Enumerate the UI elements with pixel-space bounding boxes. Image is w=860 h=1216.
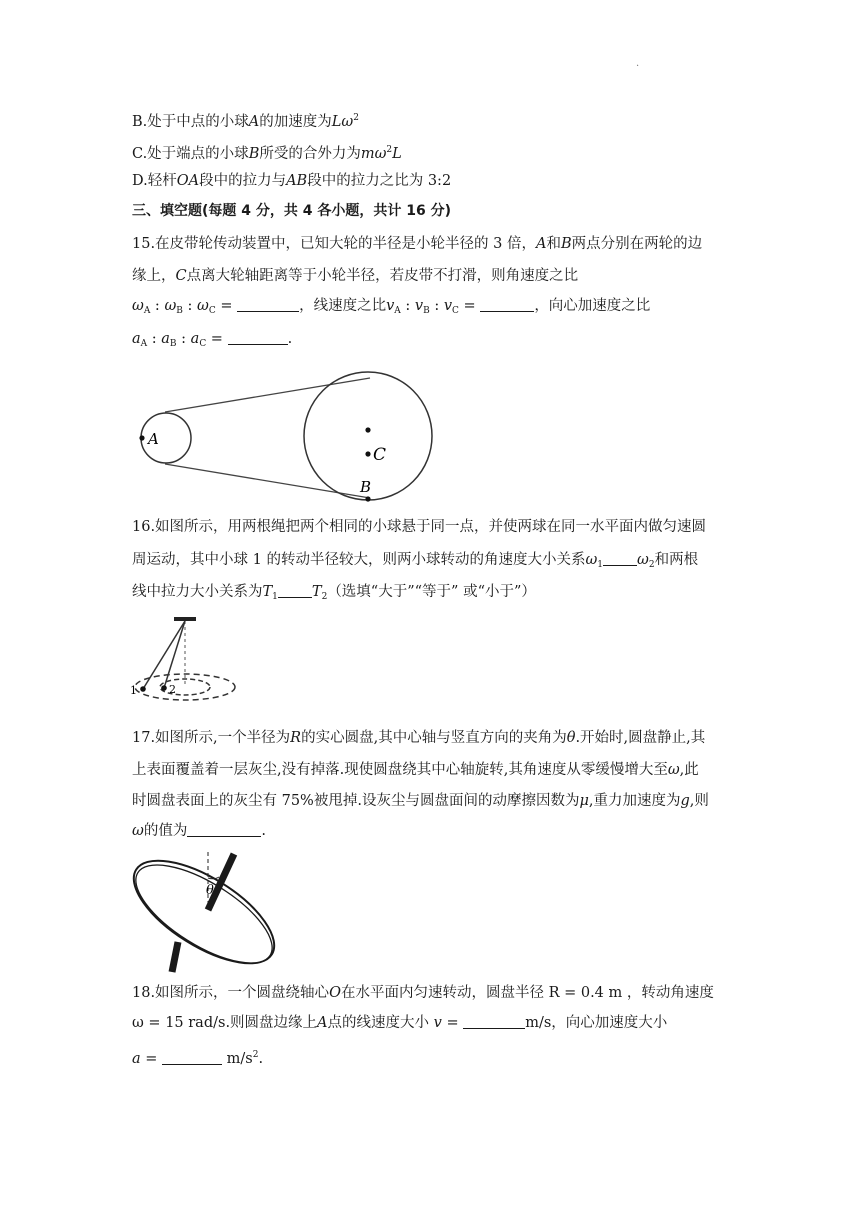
label-theta: θ [206, 883, 214, 898]
q15-line1: 15.在皮带轮传动装置中，已知大轮的半径是小轮半径的 3 倍，A和B两点分别在两轮的边 [132, 236, 703, 252]
q18-line3: $a = m/s^2$. [132, 1050, 264, 1067]
q15-line4: $a_A$ : $a_B$ : $a_C$ = . [132, 331, 293, 349]
q16-line2: 周运动，其中小球 1 的转动半径较大，则两小球转动的角速度大小关系$\omega_1$ $\omega_2$和两根 [132, 552, 699, 570]
q18-line1: 18.如图所示，一个圆盘绕轴心O在水平面内匀速转动，圆盘半径 R = 0.4 m ，转动角速度 [132, 985, 714, 1001]
option-b: B.处于中点的小球A的加速度为$L\omega^2$ [132, 113, 359, 130]
q18-line2: ω = 15 rad/s.则圆盘边缘上A点的线速度大小 v = m/s，向心加速度大小 [132, 1015, 668, 1031]
q17-line4: ω的值为 . [132, 823, 266, 839]
q17-line3: 时圆盘表面上的灰尘有 75%被甩掉.设灰尘与圆盘面间的动摩擦因数为μ,重力加速度为g,则 [132, 793, 709, 809]
label-a: A [148, 430, 159, 448]
option-d: D.轻杆OA段中的拉力与AB段中的拉力之比为 3:2 [132, 173, 452, 189]
belt-pulley-figure [130, 370, 450, 505]
label-b: B [360, 478, 372, 496]
tilted-disk-figure [128, 848, 290, 978]
q17-line1: 17.如图所示,一个半径为R的实心圆盘,其中心轴与竖直方向的夹角为θ.开始时,圆盘静止,其 [132, 730, 706, 746]
q15-line2: 缘上，C点离大轮轴距离等于小轮半径，若皮带不打滑，则角速度之比 [132, 268, 579, 284]
option-c: C.处于端点的小球B所受的合外力为$m\omega^2L$ [132, 145, 402, 162]
q16-line3: 线中拉力大小关系为$T_1$ $T_2$（选填“大于”“等于” 或“小于”） [132, 584, 536, 602]
section-title: 三、填空题(每题 4 分，共 4 各小题，共计 16 分) [132, 203, 452, 219]
q16-line1: 16.如图所示，用两根绳把两个相同的小球悬于同一点，并使两球在同一水平面内做匀速圆 [132, 519, 707, 535]
label-ball-2: 2 [169, 683, 176, 696]
answer-blank [278, 583, 312, 598]
answer-blank [187, 822, 261, 837]
answer-blank [463, 1014, 525, 1029]
answer-blank [228, 330, 288, 345]
conical-pendulum-figure [122, 612, 242, 707]
q15-line3: $\omega_A$ : $\omega_B$ : $\omega_C$ = ，线速度之比$v_A$ : $v_B$ : $v_C$ = ，向心加速度之比 [132, 298, 651, 316]
label-c: C [373, 445, 387, 465]
answer-blank [162, 1050, 222, 1065]
answer-blank [480, 297, 534, 312]
answer-blank [237, 297, 299, 312]
label-ball-1: 1 [130, 684, 137, 697]
answer-blank [603, 551, 637, 566]
q17-line2: 上表面覆盖着一层灰尘,没有掉落.现使圆盘绕其中心轴旋转,其角速度从零缓慢增大至ω,此 [132, 762, 699, 778]
header-mark: . [636, 58, 640, 69]
